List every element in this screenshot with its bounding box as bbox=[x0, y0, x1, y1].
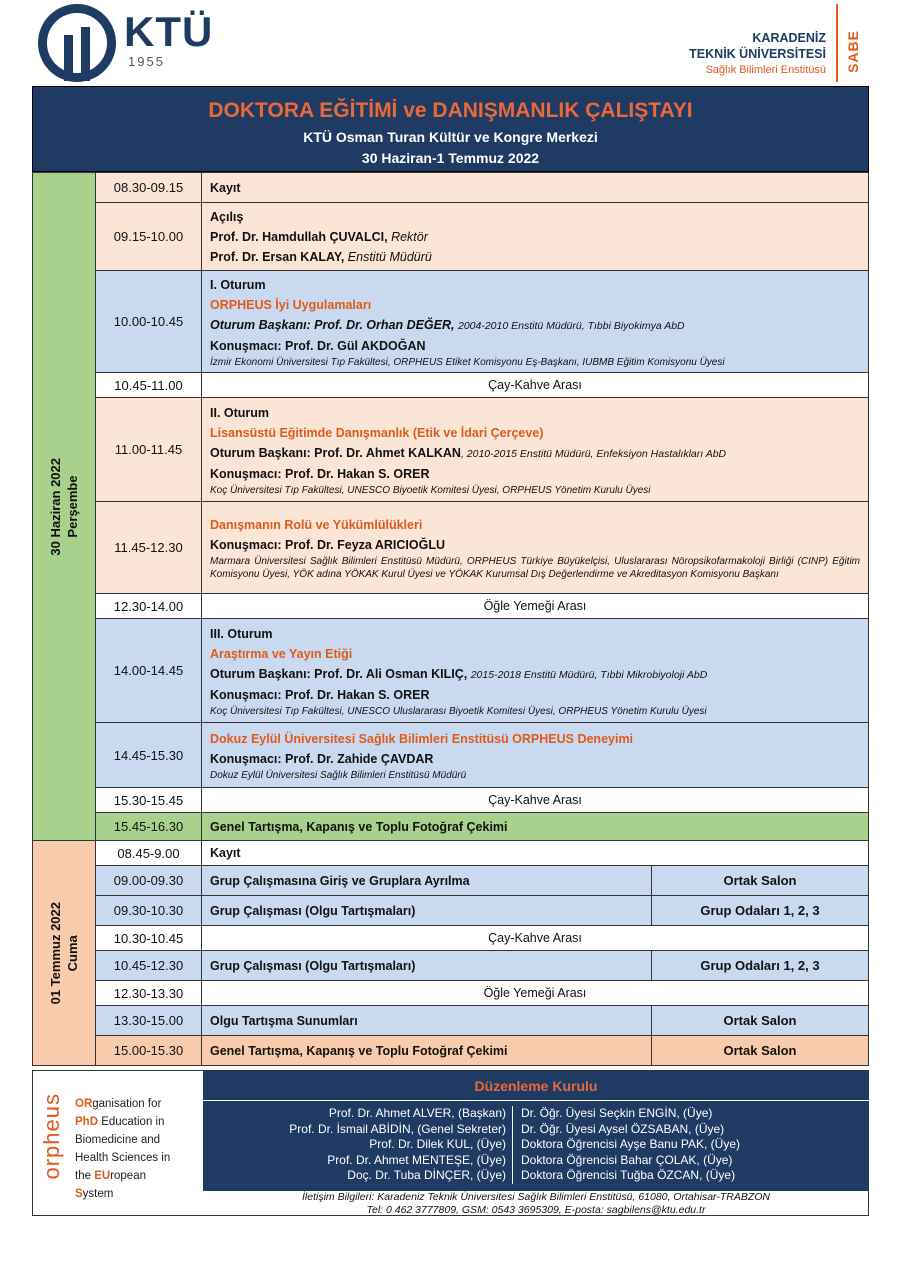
member: Dr. Öğr. Üyesi Seçkin ENGİN, (Üye) bbox=[521, 1106, 713, 1120]
item-title: Açılış bbox=[210, 209, 244, 224]
item-title: Grup Çalışmasına Giriş ve Gruplara Ayrılma bbox=[202, 866, 652, 896]
member: Dr. Öğr. Üyesi Aysel ÖZSABAN, (Üye) bbox=[521, 1121, 725, 1136]
table-row bbox=[33, 841, 869, 866]
ktu-logo-icon bbox=[38, 4, 116, 82]
committee-right bbox=[513, 1106, 740, 1184]
member: Prof. Dr. Ahmet MENTEŞE, (Üye) bbox=[327, 1152, 506, 1167]
day2-label-cell bbox=[33, 841, 96, 1066]
speaker-role: Enstitü Müdürü bbox=[347, 249, 432, 264]
table-row bbox=[33, 926, 869, 951]
table-row bbox=[33, 594, 869, 619]
orpheus-text bbox=[75, 1095, 170, 1203]
chair-note: 2015-2018 Enstitü Müdürü, Tıbbi Mikrobiyoloji AbD bbox=[470, 668, 708, 681]
time-cell: 09.30-10.30 bbox=[96, 896, 202, 926]
contact-line1: İletişim Bilgileri: Karadeniz Teknik Üniversitesi Sağlık Bilimleri Enstitüsü, 61080, Ortahisar-TRABZON bbox=[302, 1191, 770, 1203]
day1-weekday: Perşembe bbox=[65, 475, 80, 538]
table-row bbox=[33, 1036, 869, 1066]
session-chair: Oturum Başkanı: Prof. Dr. Ahmet KALKAN bbox=[210, 445, 461, 460]
table-row bbox=[33, 788, 869, 813]
speaker-note: Koç Üniversitesi Tıp Fakültesi, UNESCO Uluslararası Biyoetik Komitesi Üyesi, ORPHEUS Yönetim Kurulu Üyesi bbox=[210, 705, 707, 717]
session-label: I. Oturum bbox=[210, 277, 266, 292]
orph-l6b: ystem bbox=[82, 1188, 114, 1200]
speaker-note: İzmir Ekonomi Üniversitesi Tıp Fakültesi, ORPHEUS Etiket Komisyonu Eş-Başkanı, IUBMB Eğitim Komisyonu Üyesi bbox=[210, 356, 725, 368]
contact-info bbox=[203, 1191, 869, 1217]
chair-note: 2004-2010 Enstitü Müdürü, Tıbbi Biyokimya AbD bbox=[457, 319, 685, 332]
event-title-box bbox=[32, 86, 869, 172]
session-cell bbox=[202, 619, 869, 723]
table-row bbox=[33, 398, 869, 502]
opening-cell bbox=[202, 203, 869, 271]
orph-l6a: S bbox=[75, 1188, 83, 1200]
session-speaker: Konuşmacı: Prof. Dr. Hakan S. ORER bbox=[210, 466, 430, 481]
room-cell: Ortak Salon bbox=[651, 866, 868, 896]
logo-year: 1955 bbox=[128, 54, 165, 69]
table-row bbox=[33, 173, 869, 203]
member: Prof. Dr. İsmail ABİDİN, (Genel Sekreter) bbox=[289, 1121, 506, 1136]
session-topic: Araştırma ve Yayın Etiği bbox=[210, 646, 353, 661]
time-cell: 12.30-13.30 bbox=[96, 981, 202, 1006]
member: Doktora Öğrencisi Tuğba ÖZCAN, (Üye) bbox=[521, 1168, 736, 1183]
session-label: III. Oturum bbox=[210, 626, 273, 641]
item-title: Genel Tartışma, Kapanış ve Toplu Fotoğraf Çekimi bbox=[202, 1036, 652, 1066]
logo-text: KTÜ bbox=[124, 8, 214, 55]
item-title: Kayıt bbox=[202, 173, 869, 203]
session-speaker: Konuşmacı: Prof. Dr. Gül AKDOĞAN bbox=[210, 338, 426, 353]
event-title: DOKTORA EĞİTİMİ ve DANIŞMANLIK ÇALIŞTAYI bbox=[208, 99, 693, 122]
day2-weekday: Cuma bbox=[65, 934, 80, 972]
session-chair: Oturum Başkanı: Prof. Dr. Ali Osman KILIÇ, bbox=[210, 666, 468, 681]
time-cell: 11.00-11.45 bbox=[96, 398, 202, 502]
item-title: Kayıt bbox=[202, 841, 869, 866]
member: Prof. Dr. Dilek KUL, (Üye) bbox=[369, 1137, 506, 1152]
page-header bbox=[0, 0, 900, 86]
orph-l1b: ganisation for bbox=[92, 1098, 162, 1110]
session-label: II. Oturum bbox=[210, 405, 270, 420]
day1-date: 30 Haziran 2022 bbox=[48, 457, 63, 556]
orpheus-logo bbox=[37, 1085, 195, 1213]
table-row bbox=[33, 373, 869, 398]
talk-cell bbox=[202, 723, 869, 788]
time-cell: 10.45-11.00 bbox=[96, 373, 202, 398]
session-speaker: Konuşmacı: Prof. Dr. Hakan S. ORER bbox=[210, 687, 430, 702]
table-row bbox=[33, 866, 869, 896]
item-title: Genel Tartışma, Kapanış ve Toplu Fotoğraf Çekimi bbox=[202, 813, 869, 841]
table-row bbox=[33, 1006, 869, 1036]
time-cell: 15.30-15.45 bbox=[96, 788, 202, 813]
table-row bbox=[33, 619, 869, 723]
orph-l4: Health Sciences in bbox=[75, 1152, 171, 1164]
orph-l2b: Education in bbox=[98, 1116, 165, 1128]
footer bbox=[32, 1070, 869, 1216]
room-cell: Ortak Salon bbox=[651, 1036, 868, 1066]
break-label: Öğle Yemeği Arası bbox=[202, 594, 869, 619]
speaker-note: Dokuz Eylül Üniversitesi Sağlık Bilimleri Enstitüsü Müdürü bbox=[210, 769, 467, 781]
time-cell: 15.45-16.30 bbox=[96, 813, 202, 841]
orph-l1a: OR bbox=[75, 1098, 93, 1110]
session-topic: Danışmanın Rolü ve Yükümlülükleri bbox=[210, 517, 423, 532]
member: Doktora Öğrencisi Bahar ÇOLAK, (Üye) bbox=[521, 1152, 733, 1167]
orph-l5c: ropean bbox=[110, 1170, 146, 1182]
item-title: Grup Çalışması (Olgu Tartışmaları) bbox=[202, 896, 652, 926]
time-cell: 12.30-14.00 bbox=[96, 594, 202, 619]
time-cell: 08.30-09.15 bbox=[96, 173, 202, 203]
table-row bbox=[33, 723, 869, 788]
session-chair: Oturum Başkanı: Prof. Dr. Orhan DEĞER, bbox=[210, 317, 455, 332]
orph-l5a: the bbox=[75, 1170, 95, 1182]
speaker-note: Koç Üniversitesi Tıp Fakültesi, UNESCO Biyoetik Komitesi Üyesi, ORPHEUS Yönetim Kurulu Üyesi bbox=[210, 484, 651, 496]
break-label: Öğle Yemeği Arası bbox=[202, 981, 869, 1006]
item-title: Grup Çalışması (Olgu Tartışmaları) bbox=[202, 951, 652, 981]
table-row bbox=[33, 271, 869, 373]
member: Doç. Dr. Tuba DİNÇER, (Üye) bbox=[347, 1168, 506, 1183]
room-cell: Ortak Salon bbox=[651, 1006, 868, 1036]
talk-cell bbox=[202, 502, 869, 594]
event-venue: KTÜ Osman Turan Kültür ve Kongre Merkezi bbox=[303, 129, 598, 145]
member: Doktora Öğrencisi Ayşe Banu PAK, (Üye) bbox=[521, 1137, 740, 1152]
speaker-role: Rektör bbox=[391, 229, 428, 244]
speaker-name: Prof. Dr. Ersan KALAY, bbox=[210, 249, 345, 264]
speaker-note: Marmara Üniversitesi Sağlık Bilimleri Enstitüsü Müdürü, ORPHEUS Türkiye Büyükelçisi, Uluslararası Nöropsikofarmakoloji Birliği (CINP) Eğitim Komisyonu Üyesi, YÖK adına YÖKAK Kurul Üyesi ve YÖKAK Kurumsal Dış Değerlendirme ve Akreditasyon Komisyonu Başkanı bbox=[210, 555, 860, 580]
time-cell: 09.00-09.30 bbox=[96, 866, 202, 896]
session-cell bbox=[202, 271, 869, 373]
break-label: Çay-Kahve Arası bbox=[202, 788, 869, 813]
member: Prof. Dr. Ahmet ALVER, (Başkan) bbox=[328, 1106, 506, 1120]
time-cell: 10.00-10.45 bbox=[96, 271, 202, 373]
time-cell: 13.30-15.00 bbox=[96, 1006, 202, 1036]
table-row bbox=[33, 951, 869, 981]
orph-l3: Biomedicine and bbox=[75, 1134, 161, 1146]
room-cell: Grup Odaları 1, 2, 3 bbox=[651, 951, 868, 981]
session-topic: Dokuz Eylül Üniversitesi Sağlık Bilimleri Enstitüsü ORPHEUS Deneyimi bbox=[210, 731, 634, 746]
day1-label-cell bbox=[33, 173, 96, 841]
session-speaker: Konuşmacı: Prof. Dr. Feyza ARICIOĞLU bbox=[210, 537, 445, 552]
uni-line3: Sağlık Bilimleri Enstitüsü bbox=[705, 64, 826, 76]
committee-box bbox=[203, 1071, 869, 1191]
uni-line2: TEKNİK ÜNİVERSİTESİ bbox=[689, 47, 826, 61]
event-dates: 30 Haziran-1 Temmuz 2022 bbox=[361, 150, 540, 166]
sabe-label: SABE bbox=[845, 30, 861, 73]
session-cell bbox=[202, 398, 869, 502]
orph-l5b: EU bbox=[94, 1170, 111, 1182]
time-cell: 15.00-15.30 bbox=[96, 1036, 202, 1066]
table-row bbox=[33, 813, 869, 841]
university-name bbox=[689, 30, 826, 78]
table-row bbox=[33, 981, 869, 1006]
speaker-name: Prof. Dr. Hamdullah ÇUVALCI, bbox=[210, 229, 388, 244]
orpheus-wordmark: orpheus bbox=[39, 1093, 64, 1180]
orph-l2a: PhD bbox=[75, 1116, 98, 1128]
time-cell: 10.45-12.30 bbox=[96, 951, 202, 981]
time-cell: 11.45-12.30 bbox=[96, 502, 202, 594]
time-cell: 09.15-10.00 bbox=[96, 203, 202, 271]
session-speaker: Konuşmacı: Prof. Dr. Zahide ÇAVDAR bbox=[210, 751, 434, 766]
break-label: Çay-Kahve Arası bbox=[202, 926, 869, 951]
uni-line1: KARADENİZ bbox=[752, 31, 826, 45]
divider bbox=[836, 4, 838, 82]
schedule-table bbox=[32, 172, 869, 1066]
table-row bbox=[33, 502, 869, 594]
time-cell: 10.30-10.45 bbox=[96, 926, 202, 951]
table-row bbox=[33, 896, 869, 926]
committee-left bbox=[203, 1106, 513, 1184]
session-topic: Lisansüstü Eğitimde Danışmanlık (Etik ve İdari Çerçeve) bbox=[210, 425, 544, 440]
contact-line2: Tel: 0 462 3777809, GSM: 0543 3695309, E-posta: sagbilens@ktu.edu.tr bbox=[366, 1204, 706, 1216]
table-row bbox=[33, 203, 869, 271]
committee-title: Düzenleme Kurulu bbox=[203, 1071, 869, 1101]
time-cell: 14.00-14.45 bbox=[96, 619, 202, 723]
break-label: Çay-Kahve Arası bbox=[202, 373, 869, 398]
chair-note: , 2010-2015 Enstitü Müdürü, Enfeksiyon Hastalıkları AbD bbox=[460, 447, 727, 460]
day2-date: 01 Temmuz 2022 bbox=[48, 901, 63, 1005]
time-cell: 08.45-9.00 bbox=[96, 841, 202, 866]
time-cell: 14.45-15.30 bbox=[96, 723, 202, 788]
item-title: Olgu Tartışma Sunumları bbox=[202, 1006, 652, 1036]
session-topic: ORPHEUS İyi Uygulamaları bbox=[210, 297, 372, 312]
room-cell: Grup Odaları 1, 2, 3 bbox=[651, 896, 868, 926]
